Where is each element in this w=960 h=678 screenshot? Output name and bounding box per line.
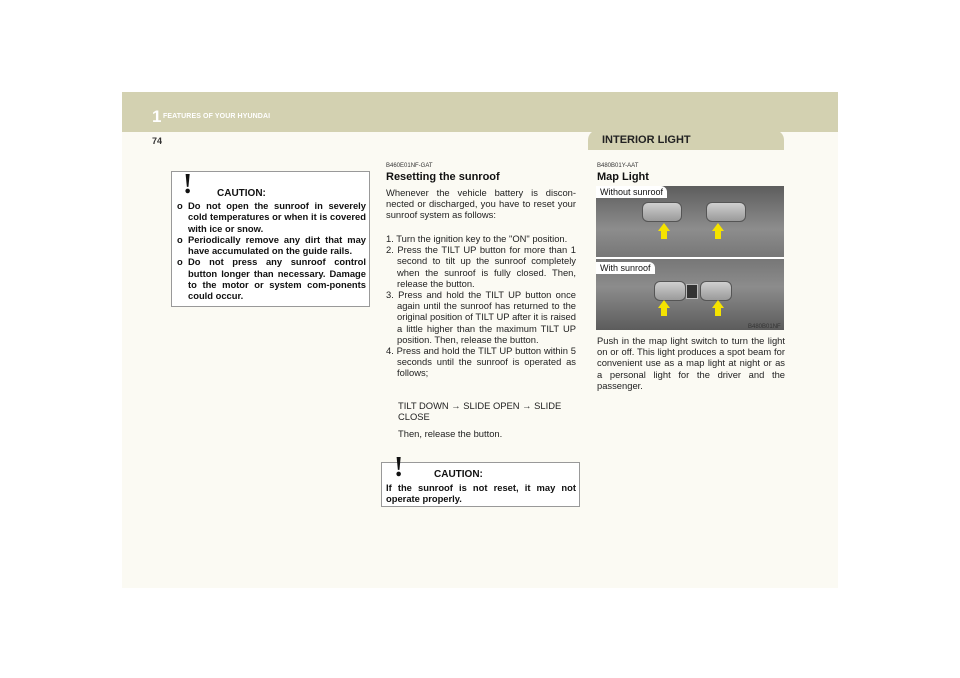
step-item: 3. Press and hold the TILT UP button once again until the sunroof has returned to the original position of TILT UP after it is raised a little higher than the maximum TILT UP position. Then, release the button. [386, 289, 576, 345]
exclamation-icon: ! [394, 452, 404, 483]
caution-list [177, 200, 366, 302]
section-heading: Map Light [597, 171, 649, 183]
sunroof-switch-icon [686, 284, 698, 299]
caution-text: If the sunroof is not reset, it may not operate properly. [386, 482, 576, 505]
page-number: 74 [152, 136, 163, 146]
caution-title: CAUTION: [434, 469, 483, 480]
section-heading: Resetting the sunroof [386, 171, 500, 183]
map-lamp-left [642, 202, 682, 222]
section-tab [588, 130, 784, 150]
photo-label-with: With sunroof [596, 262, 655, 274]
photo-divider [596, 257, 784, 259]
exclamation-icon: ! [183, 169, 193, 200]
caution-item: o Do not open the sunroof in severely cold temperatures or when it is covered with ice or snow. [177, 200, 366, 234]
caution-box-sunroof [171, 171, 370, 307]
step-item: 1. Turn the ignition key to the "ON" position. [386, 233, 568, 244]
caution-item: o Periodically remove any dirt that may have accumulated on the guide rails. [177, 234, 366, 257]
section-title: INTERIOR LIGHT [602, 134, 691, 146]
chapter-title: FEATURES OF YOUR HYUNDAI [163, 113, 271, 120]
map-lamp-left [654, 281, 686, 301]
section-code: B460E01NF-GAT [386, 163, 433, 169]
reset-steps [386, 233, 576, 379]
caution-item: o Do not press any sunroof control button longer than necessary. Damage to the motor or system com-ponents could occur. [177, 256, 366, 301]
intro-paragraph: Whenever the vehicle battery is discon-nected or discharged, you have to reset your sunroof system as follows: [386, 187, 576, 221]
header-band [122, 92, 838, 132]
photo-label-without: Without sunroof [596, 186, 667, 198]
section-code: B480B01Y-AAT [597, 163, 639, 169]
caution-box-reset [381, 452, 580, 507]
chapter-number: 1 [152, 107, 162, 126]
photo-code: B480B01NF [748, 324, 781, 330]
sequence-text: TILT DOWN → SLIDE OPEN → SLIDE CLOSE [398, 400, 562, 423]
step-item: 2. Press the TILT UP button for more than 1 second to tilt up the sunroof completely when the sunroof is fully closed. Then, release the button. [386, 244, 576, 289]
map-lamp-right [700, 281, 732, 301]
caution-title: CAUTION: [217, 188, 266, 199]
step-item: 4. Press and hold the TILT UP button within 5 seconds until the sunroof is operated as follows; [386, 345, 576, 379]
map-light-photo [596, 186, 784, 330]
release-text: Then, release the button. [398, 428, 503, 439]
map-lamp-right [706, 202, 746, 222]
map-light-paragraph: Push in the map light switch to turn the light on or off. This light produces a spot beam for convenient use as a map light at night or as a personal light for the driver and the passenger. [597, 335, 785, 391]
